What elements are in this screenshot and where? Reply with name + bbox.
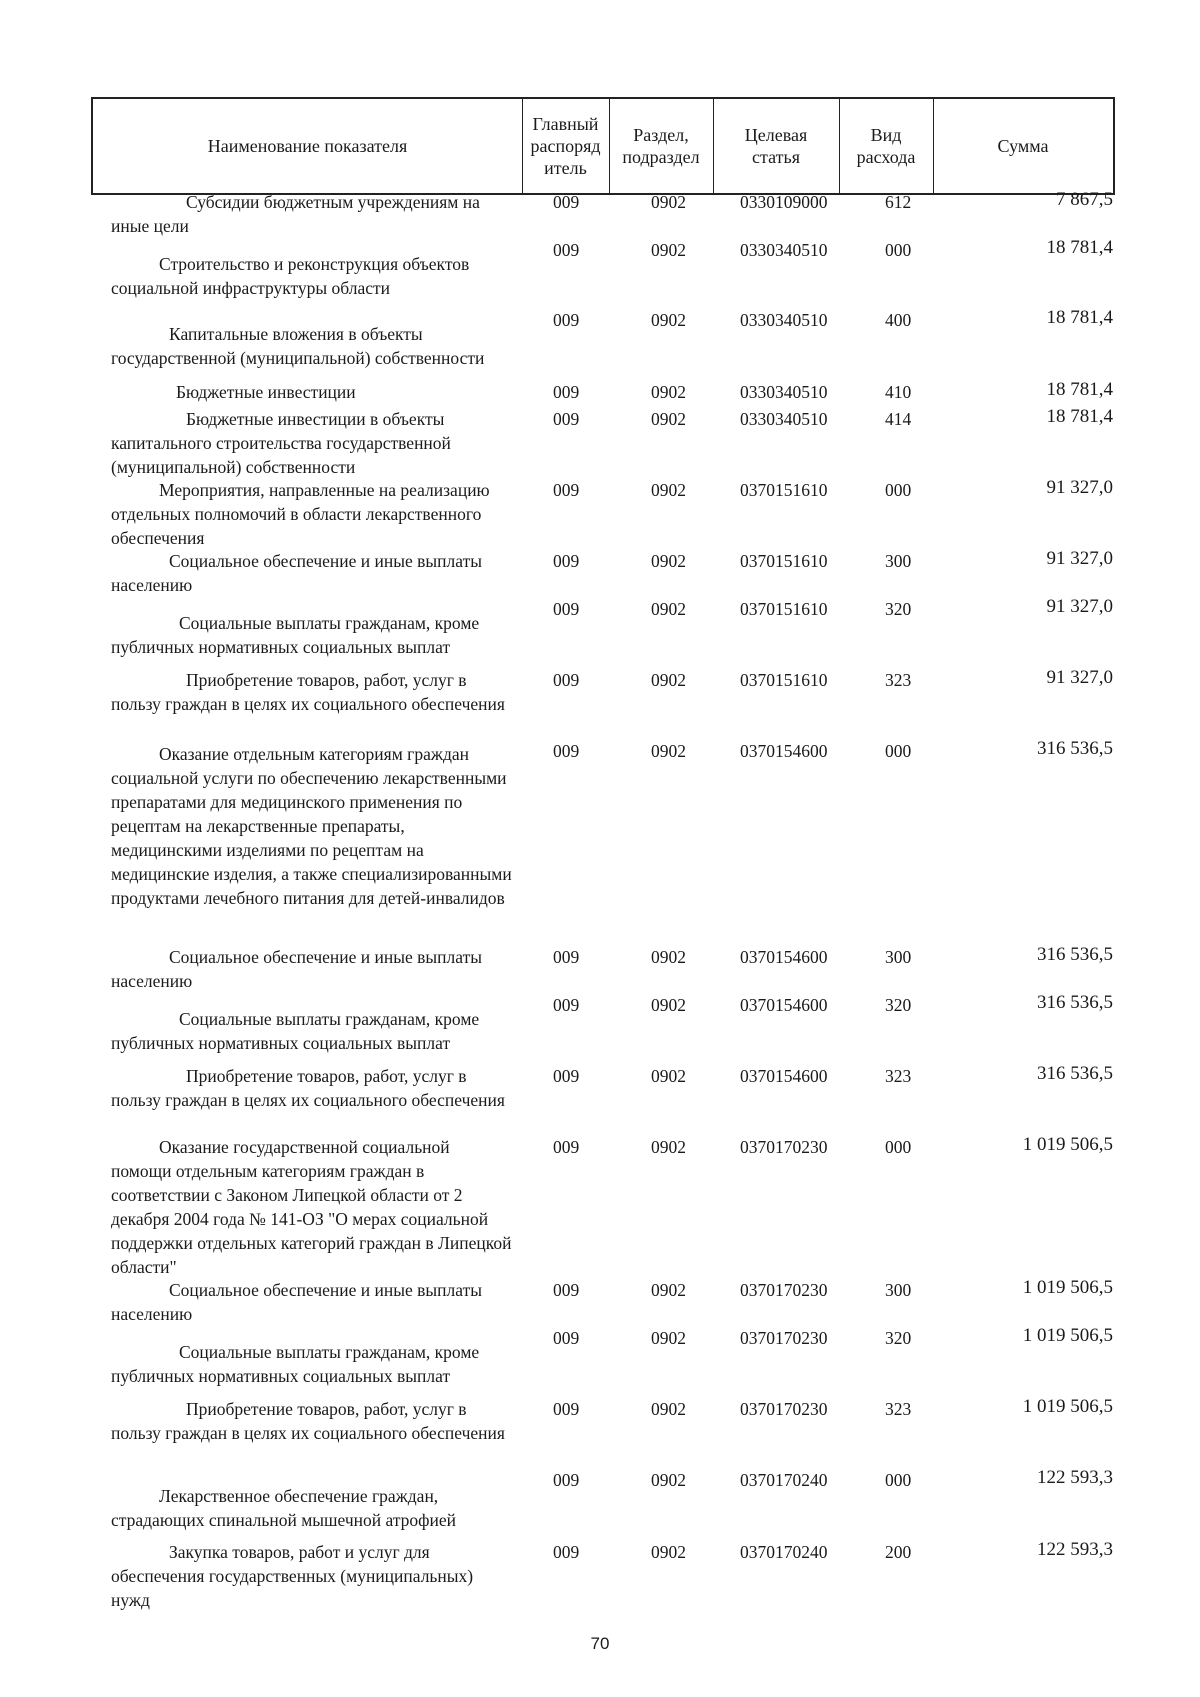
row-section-code: 0902 — [651, 240, 686, 260]
row-amount: 316 536,5 — [1037, 992, 1113, 1013]
row-name: Оказание государственной социальной помощи отдельным категориям граждан в соответствии с Законом Липецкой области от 2 декабря 2004 года № 141-ОЗ "О мерах социальной поддержки отдельных категорий граждан в Липецкой области" — [111, 1137, 512, 1277]
row-gl-code: 009 — [553, 1470, 580, 1490]
row-amount: 18 781,4 — [1046, 307, 1113, 328]
row-expense-type: 200 — [885, 1542, 912, 1562]
header-cs-col: Целевая статья — [744, 125, 808, 167]
row-section-code: 0902 — [651, 382, 686, 402]
header-gl-col: Главный распоряд итель — [530, 114, 601, 178]
row-section-code: 0902 — [651, 480, 686, 500]
row-amount: 1 019 506,5 — [1022, 1396, 1113, 1417]
row-name: Оказание отдельным категориям граждан социальной услуги по обеспечению лекарственными препаратами для медицинского применения по рецептам на лекарственные препараты, медицинскими изделиями по рецептам на медицинские изделия, а также специализированными продуктами лечебного питания для детей-инвалидов — [111, 744, 512, 908]
row-target-article: 0330340510 — [740, 409, 828, 429]
row-name: Социальные выплаты гражданам, кроме публичных нормативных социальных выплат — [111, 613, 480, 657]
row-amount: 122 593,3 — [1037, 1467, 1113, 1488]
row-section-code: 0902 — [651, 995, 686, 1015]
row-gl-code: 009 — [553, 741, 580, 761]
row-name: Строительство и реконструкция объектов социальной инфраструктуры области — [111, 254, 470, 298]
row-target-article: 0330109000 — [740, 192, 828, 212]
row-target-article: 0370151610 — [740, 670, 828, 690]
row-target-article: 0370154600 — [740, 741, 828, 761]
row-target-article: 0330340510 — [740, 382, 828, 402]
row-target-article: 0370170230 — [740, 1280, 828, 1300]
row-target-article: 0370170230 — [740, 1137, 828, 1157]
row-gl-code: 009 — [553, 599, 580, 619]
row-target-article: 0370154600 — [740, 1066, 828, 1086]
row-name: Социальное обеспечение и иные выплаты населению — [111, 551, 483, 595]
row-gl-code: 009 — [553, 1280, 580, 1300]
row-name: Приобретение товаров, работ, услуг в пользу граждан в целях их социального обеспечения — [111, 1066, 505, 1110]
row-gl-code: 009 — [553, 947, 580, 967]
row-section-code: 0902 — [651, 1280, 686, 1300]
row-amount: 91 327,0 — [1046, 548, 1113, 569]
row-expense-type: 320 — [885, 995, 912, 1015]
row-section-code: 0902 — [651, 1137, 686, 1157]
row-target-article: 0370170240 — [740, 1542, 828, 1562]
row-expense-type: 612 — [885, 192, 912, 212]
row-amount: 91 327,0 — [1046, 596, 1113, 617]
row-gl-code: 009 — [553, 409, 580, 429]
row-section-code: 0902 — [651, 192, 686, 212]
row-name: Мероприятия, направленные на реализацию отдельных полномочий в области лекарственного обеспечения — [111, 480, 490, 548]
row-gl-code: 009 — [553, 1066, 580, 1086]
row-gl-code: 009 — [553, 995, 580, 1015]
row-section-code: 0902 — [651, 1066, 686, 1086]
row-name: Социальные выплаты гражданам, кроме публичных нормативных социальных выплат — [111, 1009, 480, 1053]
row-gl-code: 009 — [553, 551, 580, 571]
row-expense-type: 410 — [885, 382, 912, 402]
row-amount: 91 327,0 — [1046, 667, 1113, 688]
row-amount: 316 536,5 — [1037, 944, 1113, 965]
row-section-code: 0902 — [651, 1470, 686, 1490]
row-name: Социальное обеспечение и иные выплаты населению — [111, 1280, 483, 1324]
row-section-code: 0902 — [651, 741, 686, 761]
row-target-article: 0370154600 — [740, 947, 828, 967]
row-gl-code: 009 — [553, 240, 580, 260]
header-sum-col: Сумма — [997, 136, 1049, 156]
row-expense-type: 400 — [885, 310, 912, 330]
header-rz-col: Раздел, подраздел — [622, 125, 700, 167]
row-amount: 316 536,5 — [1037, 1063, 1113, 1084]
row-amount: 7 867,5 — [1056, 189, 1113, 210]
row-gl-code: 009 — [553, 1137, 580, 1157]
row-section-code: 0902 — [651, 310, 686, 330]
row-section-code: 0902 — [651, 1328, 686, 1348]
table-header — [91, 97, 1115, 195]
row-expense-type: 000 — [885, 1137, 912, 1157]
row-expense-type: 323 — [885, 1399, 912, 1419]
row-target-article: 0370151610 — [740, 599, 828, 619]
row-expense-type: 320 — [885, 1328, 912, 1348]
row-expense-type: 300 — [885, 947, 912, 967]
row-section-code: 0902 — [651, 670, 686, 690]
row-expense-type: 300 — [885, 1280, 912, 1300]
row-section-code: 0902 — [651, 551, 686, 571]
header-vr-col: Вид расхода — [856, 125, 916, 167]
page-number: 70 — [590, 1634, 610, 1653]
row-target-article: 0370154600 — [740, 995, 828, 1015]
row-gl-code: 009 — [553, 382, 580, 402]
row-target-article: 0330340510 — [740, 310, 828, 330]
row-gl-code: 009 — [553, 480, 580, 500]
row-amount: 18 781,4 — [1046, 237, 1113, 258]
row-section-code: 0902 — [651, 1399, 686, 1419]
row-section-code: 0902 — [651, 947, 686, 967]
row-target-article: 0370170240 — [740, 1470, 828, 1490]
row-amount: 18 781,4 — [1046, 379, 1113, 400]
row-expense-type: 000 — [885, 240, 912, 260]
row-section-code: 0902 — [651, 409, 686, 429]
row-gl-code: 009 — [553, 1399, 580, 1419]
row-gl-code: 009 — [553, 1542, 580, 1562]
row-name: Социальное обеспечение и иные выплаты населению — [111, 947, 483, 991]
row-expense-type: 323 — [885, 670, 912, 690]
row-name: Субсидии бюджетным учреждениям на иные цели — [111, 192, 480, 236]
row-name: Бюджетные инвестиции — [176, 382, 356, 402]
row-gl-code: 009 — [553, 670, 580, 690]
row-name: Закупка товаров, работ и услуг для обеспечения государственных (муниципальных) нужд — [111, 1542, 474, 1610]
row-expense-type: 320 — [885, 599, 912, 619]
row-amount: 316 536,5 — [1037, 738, 1113, 759]
row-section-code: 0902 — [651, 599, 686, 619]
row-target-article: 0330340510 — [740, 240, 828, 260]
row-name: Бюджетные инвестиции в объекты капитального строительства государственной (муниципальной) собственности — [111, 409, 451, 477]
row-amount: 18 781,4 — [1046, 406, 1113, 427]
row-expense-type: 300 — [885, 551, 912, 571]
row-name: Социальные выплаты гражданам, кроме публичных нормативных социальных выплат — [111, 1342, 480, 1386]
row-amount: 122 593,3 — [1037, 1539, 1113, 1560]
row-expense-type: 000 — [885, 741, 912, 761]
header-name-col: Наименование показателя — [207, 136, 408, 156]
row-name: Лекарственное обеспечение граждан, страдающих спинальной мышечной атрофией — [111, 1486, 457, 1530]
row-amount: 1 019 506,5 — [1022, 1325, 1113, 1346]
row-expense-type: 414 — [885, 409, 912, 429]
row-gl-code: 009 — [553, 1328, 580, 1348]
row-target-article: 0370151610 — [740, 551, 828, 571]
row-name: Приобретение товаров, работ, услуг в пользу граждан в целях их социального обеспечения — [111, 670, 505, 714]
row-target-article: 0370170230 — [740, 1399, 828, 1419]
row-amount: 1 019 506,5 — [1022, 1134, 1113, 1155]
row-name: Приобретение товаров, работ, услуг в пользу граждан в целях их социального обеспечения — [111, 1399, 505, 1443]
row-section-code: 0902 — [651, 1542, 686, 1562]
row-target-article: 0370151610 — [740, 480, 828, 500]
row-amount: 1 019 506,5 — [1022, 1277, 1113, 1298]
row-name: Капитальные вложения в объекты государственной (муниципальной) собственности — [111, 324, 485, 368]
row-target-article: 0370170230 — [740, 1328, 828, 1348]
row-gl-code: 009 — [553, 310, 580, 330]
row-gl-code: 009 — [553, 192, 580, 212]
row-amount: 91 327,0 — [1046, 477, 1113, 498]
row-expense-type: 000 — [885, 480, 912, 500]
row-expense-type: 323 — [885, 1066, 912, 1086]
row-expense-type: 000 — [885, 1470, 912, 1490]
